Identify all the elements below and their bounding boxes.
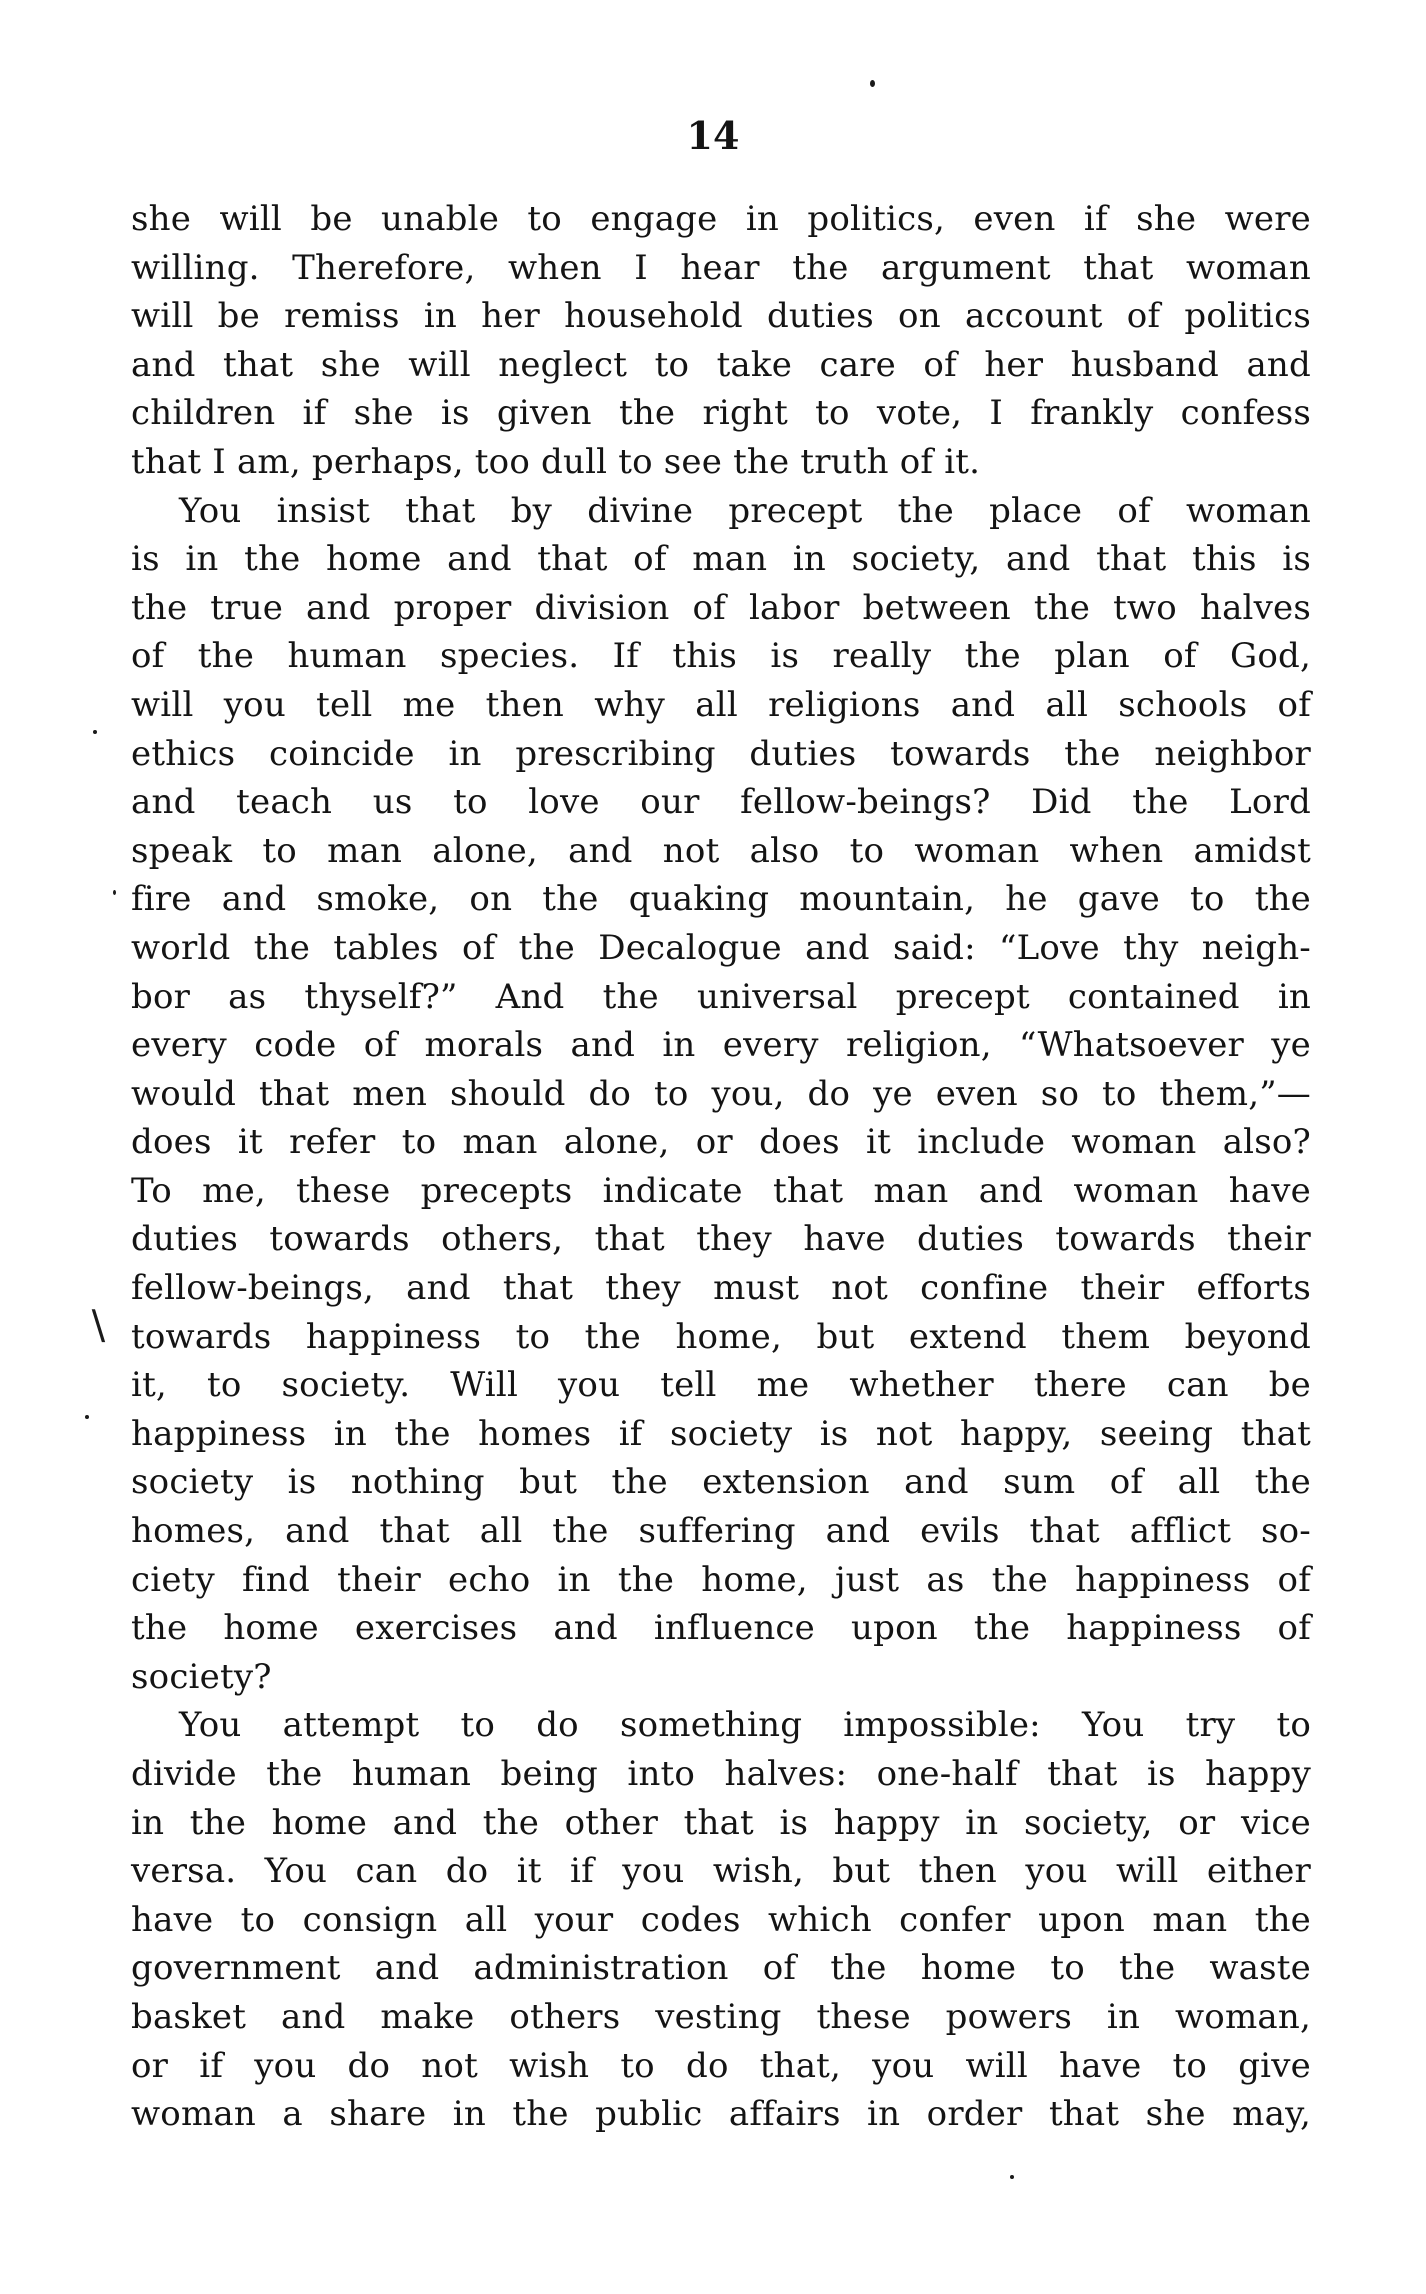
body-text [131, 195, 1311, 2139]
print-speck [85, 1415, 89, 1419]
text-line: society is nothing but the extension and sum of all the [131, 1462, 1311, 1503]
text-line: have to consign all your codes which confer upon man the [131, 1899, 1311, 1940]
text-line: homes, and that all the suffering and evils that afflict so- [131, 1511, 1311, 1552]
paragraph [131, 487, 1311, 1702]
text-line: towards happiness to the home, but extend them beyond [131, 1316, 1311, 1357]
text-line: You attempt to do something impossible: You try to [179, 1705, 1311, 1746]
text-line: willing. Therefore, when I hear the argument that woman [131, 247, 1311, 288]
text-line: ethics coincide in prescribing duties towards the neighbor [131, 733, 1311, 774]
text-line: or if you do not wish to do that, you will have to give [131, 2045, 1311, 2086]
text-line: basket and make others vesting these powers in woman, [131, 1996, 1311, 2037]
text-line: ciety find their echo in the home, just as the happiness of [131, 1559, 1311, 1600]
text-line: the home exercises and influence upon the happiness of [131, 1608, 1311, 1649]
text-line: would that men should do to you, do ye even so to them,”— [131, 1073, 1311, 1114]
text-line: and that she will neglect to take care of her husband and [131, 344, 1311, 385]
text-line: society? [131, 1656, 272, 1697]
print-speck [1010, 2175, 1014, 2179]
text-line: divide the human being into halves: one-half that is happy [131, 1754, 1311, 1794]
text-line: will you tell me then why all religions and all schools of [131, 684, 1311, 725]
text-line: the true and proper division of labor between the two halves [131, 587, 1311, 628]
text-line: will be remiss in her household duties on account of politics [131, 296, 1311, 337]
page-number: 14 [686, 113, 740, 158]
text-line: speak to man alone, and not also to woman when amidst [131, 830, 1311, 871]
print-speck [93, 730, 97, 734]
text-line: does it refer to man alone, or does it include woman also? [131, 1122, 1311, 1163]
text-line: in the home and the other that is happy in society, or vice [131, 1802, 1311, 1843]
text-line: fire and smoke, on the quaking mountain, he gave to the [131, 879, 1311, 920]
text-line: and teach us to love our fellow-beings? Did the Lord [131, 782, 1311, 823]
text-line: every code of morals and in every religion, “Whatsoever ye [131, 1025, 1311, 1066]
paragraph [131, 195, 1311, 487]
text-line: of the human species. If this is really the plan of God, [131, 636, 1311, 677]
text-line: it, to society. Will you tell me whether there can be [131, 1365, 1311, 1406]
text-line: bor as thyself?” And the universal precept contained in [131, 976, 1311, 1017]
text-line: fellow-beings, and that they must not confine their efforts [131, 1268, 1311, 1309]
text-line: is in the home and that of man in society, and that this is [131, 539, 1311, 580]
text-line: happiness in the homes if society is not happy, seeing that [131, 1413, 1311, 1454]
text-line: To me, these precepts indicate that man and woman have [131, 1170, 1311, 1211]
text-line: You insist that by divine precept the place of woman [179, 490, 1311, 531]
text-line: world the tables of the Decalogue and said: “Love thy neigh- [131, 927, 1311, 968]
margin-tick-mark: ∖ [84, 1304, 110, 1350]
text-line: duties towards others, that they have duties towards their [131, 1219, 1311, 1260]
print-speck [870, 80, 875, 87]
text-line: versa. You can do it if you wish, but then you will either [131, 1851, 1311, 1892]
text-line: she will be unable to engage in politics, even if she were [131, 199, 1311, 239]
text-line: woman a share in the public affairs in order that she may, [131, 2094, 1311, 2135]
text-line: children if she is given the right to vote, I frankly confess [131, 393, 1311, 434]
print-speck [113, 890, 116, 895]
text-line: government and administration of the home to the waste [131, 1948, 1311, 1989]
paragraph [131, 1701, 1311, 2138]
text-line: that I am, perhaps, too dull to see the truth of it. [131, 441, 981, 482]
